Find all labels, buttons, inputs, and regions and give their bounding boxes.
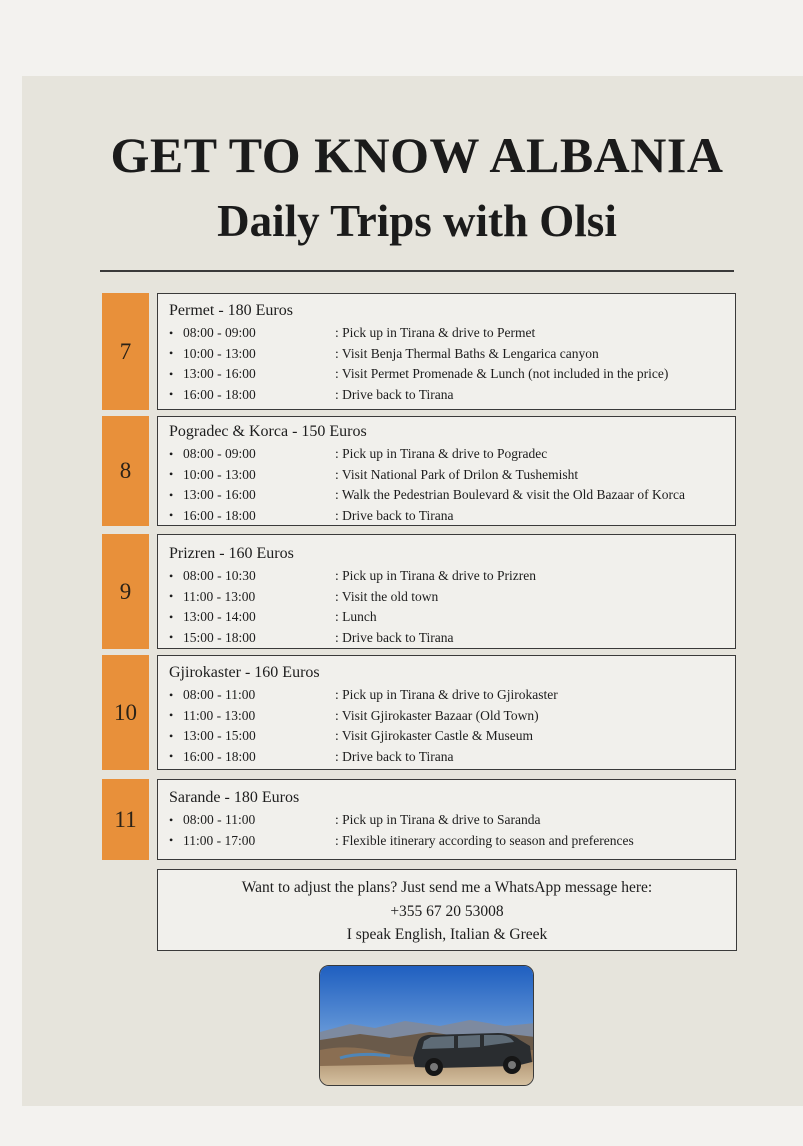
page-title: GET TO KNOW ALBANIA — [110, 127, 724, 183]
bullet-icon: • — [169, 346, 174, 361]
itinerary-row — [169, 747, 725, 768]
bullet-icon: • — [169, 609, 174, 624]
time-range: 08:00 - 11:00 — [183, 812, 256, 828]
time-range: 13:00 - 16:00 — [183, 487, 256, 503]
time-range: 08:00 - 10:30 — [183, 568, 256, 584]
activity: : Pick up in Tirana & drive to Pogradec — [335, 446, 548, 462]
time-range: 08:00 - 09:00 — [183, 446, 256, 462]
itinerary-row — [169, 685, 725, 706]
trip-title: Sarande - 180 Euros — [169, 789, 300, 806]
activity: : Visit Permet Promenade & Lunch (not included in the price) — [335, 366, 669, 382]
activity: : Drive back to Tirana — [335, 748, 454, 764]
itinerary-row — [169, 323, 725, 344]
bullet-icon: • — [169, 568, 174, 583]
activity: : Visit National Park of Drilon & Tushemisht — [335, 466, 579, 482]
itinerary-row — [169, 465, 725, 486]
bullet-icon: • — [169, 833, 174, 848]
time-range: 11:00 - 13:00 — [183, 707, 256, 723]
day-badge-8: 8 — [102, 416, 149, 526]
landscape-illustration — [320, 966, 534, 1086]
bullet-icon: • — [169, 508, 174, 523]
time-range: 13:00 - 16:00 — [183, 366, 256, 382]
time-range: 11:00 - 17:00 — [183, 832, 256, 848]
trip-card-gjirokaster — [157, 655, 736, 770]
trip-card-prizren — [157, 534, 736, 649]
itinerary-row — [169, 506, 725, 527]
activity: : Visit Gjirokaster Castle & Museum — [335, 728, 534, 744]
phone-number: +355 67 20 53008 — [390, 902, 504, 920]
car-mountain-photo — [319, 965, 534, 1086]
itinerary-row — [169, 810, 725, 831]
page-subtitle: Daily Trips with Olsi — [217, 196, 617, 246]
activity: : Walk the Pedestrian Boulevard & visit the Old Bazaar of Korca — [335, 487, 685, 503]
time-range: 15:00 - 18:00 — [183, 629, 256, 645]
itinerary-row — [169, 385, 725, 406]
bullet-icon: • — [169, 630, 174, 645]
bullet-icon: • — [169, 589, 174, 604]
contact-box — [157, 869, 737, 951]
bullet-icon: • — [169, 366, 174, 381]
day-badge-10: 10 — [102, 655, 149, 770]
activity: : Visit the old town — [335, 588, 439, 604]
day-badge-9: 9 — [102, 534, 149, 649]
time-range: 16:00 - 18:00 — [183, 748, 256, 764]
contact-prompt: Want to adjust the plans? Just send me a WhatsApp message here: — [241, 879, 653, 896]
itinerary-row — [169, 485, 725, 506]
activity: : Pick up in Tirana & drive to Saranda — [335, 812, 541, 828]
bullet-icon: • — [169, 687, 174, 702]
bullet-icon: • — [169, 467, 174, 482]
itinerary-row — [169, 726, 725, 747]
title-divider — [100, 270, 734, 272]
itinerary-row — [169, 444, 725, 465]
time-range: 16:00 - 18:00 — [183, 507, 256, 523]
bullet-icon: • — [169, 728, 174, 743]
day-badge-11: 11 — [102, 779, 149, 860]
activity: : Flexible itinerary according to season and preferences — [335, 832, 634, 848]
bullet-icon: • — [169, 325, 174, 340]
bullet-icon: • — [169, 446, 174, 461]
activity: : Drive back to Tirana — [335, 629, 454, 645]
activity: : Visit Benja Thermal Baths & Lengarica canyon — [335, 345, 599, 361]
time-range: 13:00 - 14:00 — [183, 609, 256, 625]
itinerary-row — [169, 607, 725, 628]
itinerary-row — [169, 566, 725, 587]
trip-title: Prizren - 160 Euros — [169, 545, 294, 562]
itinerary-row — [169, 364, 725, 385]
trip-card-pogradec-korca — [157, 416, 736, 526]
time-range: 10:00 - 13:00 — [183, 466, 256, 482]
time-range: 10:00 - 13:00 — [183, 345, 256, 361]
itinerary-row — [169, 628, 725, 649]
bullet-icon: • — [169, 387, 174, 402]
itinerary-row — [169, 706, 725, 727]
trip-card-permet — [157, 293, 736, 410]
itinerary-row — [169, 587, 725, 608]
activity: : Visit Gjirokaster Bazaar (Old Town) — [335, 707, 539, 723]
time-range: 13:00 - 15:00 — [183, 728, 256, 744]
activity: : Pick up in Tirana & drive to Gjirokaster — [335, 687, 558, 703]
itinerary-row — [169, 344, 725, 365]
trip-title: Permet - 180 Euros — [169, 302, 293, 319]
time-range: 16:00 - 18:00 — [183, 386, 256, 402]
time-range: 11:00 - 13:00 — [183, 588, 256, 604]
time-range: 08:00 - 11:00 — [183, 687, 256, 703]
languages-note: I speak English, Italian & Greek — [346, 926, 548, 943]
trip-title: Pogradec & Korca - 150 Euros — [169, 423, 367, 440]
activity: : Drive back to Tirana — [335, 386, 454, 402]
time-range: 08:00 - 09:00 — [183, 325, 256, 341]
bullet-icon: • — [169, 708, 174, 723]
bullet-icon: • — [169, 749, 174, 764]
activity: : Lunch — [335, 609, 377, 625]
bullet-icon: • — [169, 487, 174, 502]
trip-title: Gjirokaster - 160 Euros — [169, 664, 320, 681]
activity: : Pick up in Tirana & drive to Permet — [335, 325, 536, 341]
trip-card-sarande — [157, 779, 736, 860]
activity: : Pick up in Tirana & drive to Prizren — [335, 568, 536, 584]
activity: : Drive back to Tirana — [335, 507, 454, 523]
itinerary-row — [169, 831, 725, 852]
bullet-icon: • — [169, 812, 174, 827]
day-badge-7: 7 — [102, 293, 149, 410]
